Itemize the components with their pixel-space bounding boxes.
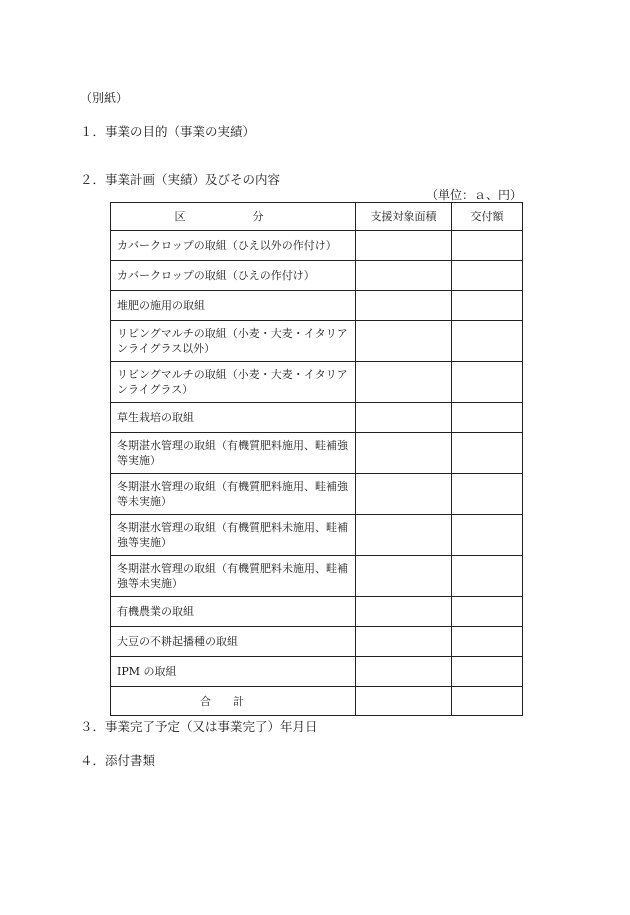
amount-cell[interactable] xyxy=(452,556,523,597)
table-row xyxy=(111,657,523,687)
row-label: 有機農業の取組 xyxy=(111,597,356,627)
section-completion-heading: ３．事業完了予定（又は事業完了）年月日 xyxy=(80,719,318,734)
table-row xyxy=(111,556,523,597)
row-label: リビングマルチの取組（小麦・大麦・イタリアンライグラス以外） xyxy=(111,321,356,362)
amount-cell[interactable] xyxy=(452,515,523,556)
area-cell[interactable] xyxy=(356,362,452,403)
area-cell[interactable] xyxy=(356,261,452,291)
header-category: 区 分 xyxy=(111,203,356,231)
total-area-cell[interactable] xyxy=(356,687,452,716)
area-cell[interactable] xyxy=(356,556,452,597)
area-cell[interactable] xyxy=(356,657,452,687)
area-cell[interactable] xyxy=(356,291,452,321)
amount-cell[interactable] xyxy=(452,597,523,627)
amount-cell[interactable] xyxy=(452,321,523,362)
plan-table xyxy=(110,202,523,716)
amount-cell[interactable] xyxy=(452,657,523,687)
amount-cell[interactable] xyxy=(452,474,523,515)
header-area: 支援対象面積 xyxy=(356,203,452,231)
row-label: IPM の取組 xyxy=(111,657,356,687)
table-row xyxy=(111,403,523,433)
area-cell[interactable] xyxy=(356,597,452,627)
row-label: リビングマルチの取組（小麦・大麦・イタリアンライグラス） xyxy=(111,362,356,403)
table-row xyxy=(111,474,523,515)
row-label: 冬期湛水管理の取組（有機質肥料施用、畦補強等実施） xyxy=(111,433,356,474)
table-row xyxy=(111,261,523,291)
row-label: 堆肥の施用の取組 xyxy=(111,291,356,321)
row-label: 冬期湛水管理の取組（有機質肥料施用、畦補強等未実施） xyxy=(111,474,356,515)
amount-cell[interactable] xyxy=(452,291,523,321)
area-cell[interactable] xyxy=(356,627,452,657)
amount-cell[interactable] xyxy=(452,433,523,474)
amount-cell[interactable] xyxy=(452,362,523,403)
total-label: 合計 xyxy=(111,687,356,716)
unit-label: （単位：ａ、円） xyxy=(426,188,523,202)
total-row xyxy=(111,687,523,716)
section-attachments-heading: ４．添付書類 xyxy=(80,753,156,768)
table-header-row xyxy=(111,203,523,231)
table-row xyxy=(111,231,523,261)
row-label: 大豆の不耕起播種の取組 xyxy=(111,627,356,657)
attachment-note: （別紙） xyxy=(80,91,129,105)
amount-cell[interactable] xyxy=(452,403,523,433)
total-amount-cell[interactable] xyxy=(452,687,523,716)
table-row xyxy=(111,627,523,657)
row-label: カバークロップの取組（ひえ以外の作付け） xyxy=(111,231,356,261)
row-label: 冬期湛水管理の取組（有機質肥料未施用、畦補強等未実施） xyxy=(111,556,356,597)
row-label: 草生栽培の取組 xyxy=(111,403,356,433)
area-cell[interactable] xyxy=(356,231,452,261)
header-amount: 交付額 xyxy=(452,203,523,231)
amount-cell[interactable] xyxy=(452,231,523,261)
table-row xyxy=(111,433,523,474)
row-label: 冬期湛水管理の取組（有機質肥料未施用、畦補強等実施） xyxy=(111,515,356,556)
table-row xyxy=(111,291,523,321)
area-cell[interactable] xyxy=(356,321,452,362)
table-row xyxy=(111,362,523,403)
table-row xyxy=(111,515,523,556)
section-plan-heading: ２．事業計画（実績）及びその内容 xyxy=(80,172,281,187)
amount-cell[interactable] xyxy=(452,627,523,657)
table-row xyxy=(111,321,523,362)
section-purpose-heading: １．事業の目的（事業の実績） xyxy=(80,124,256,139)
area-cell[interactable] xyxy=(356,433,452,474)
table-row xyxy=(111,597,523,627)
area-cell[interactable] xyxy=(356,403,452,433)
row-label: カバークロップの取組（ひえの作付け） xyxy=(111,261,356,291)
amount-cell[interactable] xyxy=(452,261,523,291)
area-cell[interactable] xyxy=(356,515,452,556)
area-cell[interactable] xyxy=(356,474,452,515)
